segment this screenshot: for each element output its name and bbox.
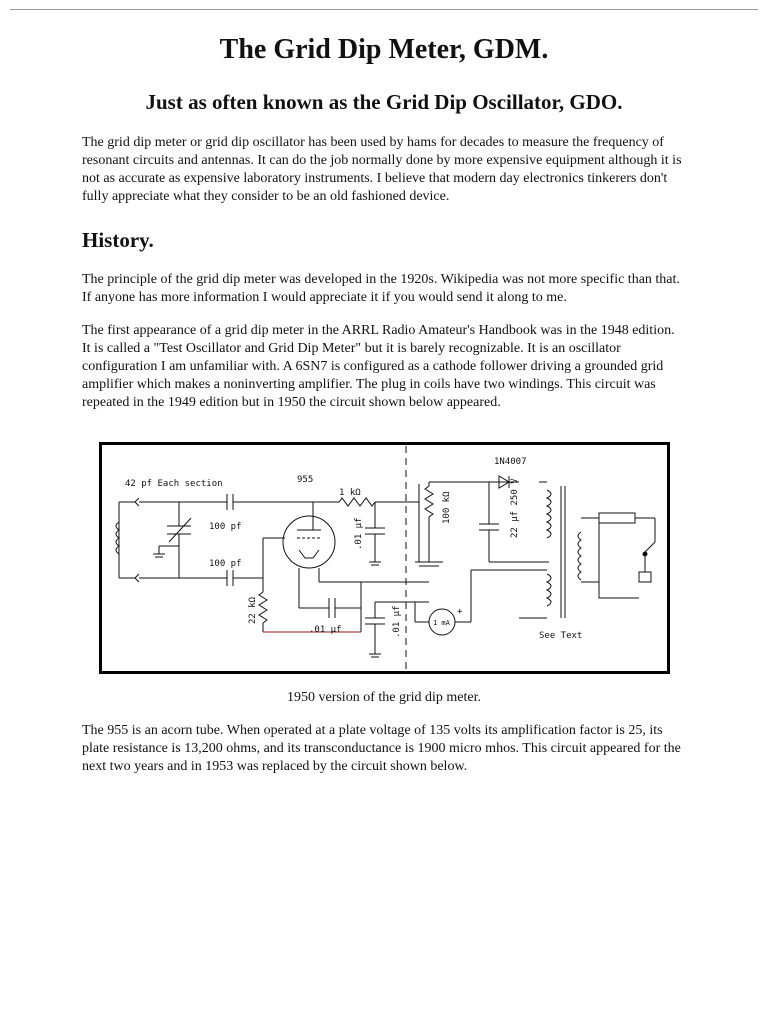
label-diode: 1N4007 bbox=[494, 457, 527, 467]
label-c01c: .01 µf bbox=[392, 605, 402, 638]
label-cap1: 100 pf bbox=[209, 522, 242, 532]
label-cap2: 100 pf bbox=[209, 559, 242, 569]
figure-caption: 1950 version of the grid dip meter. bbox=[286, 690, 482, 705]
page-title: The Grid Dip Meter, GDM. bbox=[219, 34, 549, 65]
label-c01a: .01 µf bbox=[354, 517, 364, 550]
label-section: 42 pf Each section bbox=[125, 479, 223, 489]
circuit-schematic bbox=[99, 442, 670, 674]
label-meter: 1 mA bbox=[433, 619, 450, 627]
label-plus: + bbox=[457, 607, 463, 617]
tube-paragraph: The 955 is an acorn tube. When operated at a plate voltage of 135 volts its amplification factor is 25, its plate resistance is 13,200 ohms, and its transconductance is 1900 micro mhos. This circuit appeared for the next two years and in 1953 was replaced by the circuit shown below. bbox=[82, 723, 681, 774]
label-r1: 1 kΩ bbox=[339, 488, 361, 498]
circuit-schematic-figure bbox=[99, 442, 670, 674]
label-capbig: 22 µf 250 V bbox=[510, 478, 520, 538]
history-heading: History. bbox=[82, 228, 154, 252]
page-subtitle: Just as often known as the Grid Dip Oscillator, GDO. bbox=[145, 90, 623, 114]
history-paragraph-2: The first appearance of a grid dip meter in the ARRL Radio Amateur's Handbook was in the 1948 edition. It is called a "Test Oscillator and Grid Dip Meter" but it is barely recognizable. It is an oscillator configuration I am unfamiliar with. A 6SN7 is configured as a cathode follower driving a grounded grid amplifier which makes a noninverting amplifier. The plug in coils have two windings. This circuit was repeated in the 1949 edition but in 1950 the circuit shown below appeared. bbox=[82, 323, 675, 410]
label-r22k: 22 kΩ bbox=[248, 596, 258, 624]
figure-border bbox=[101, 444, 669, 673]
intro-paragraph: The grid dip meter or grid dip oscillator has been used by hams for decades to measure the frequency of resonant circuits and antennas. It can do the job normally done by more expensive equipment although it is not as accurate as expensive laboratory instruments. I believe that modern day electronics tinkerers don't fully appreciate what they consider to be an old fashioned device. bbox=[82, 135, 682, 204]
label-pot: 100 kΩ bbox=[442, 491, 452, 524]
label-c01b: .01 µf bbox=[309, 625, 342, 635]
label-tube: 955 bbox=[297, 475, 314, 485]
history-paragraph-1: The principle of the grid dip meter was developed in the 1920s. Wikipedia was not more specific than that. If anyone has more information I would appreciate it if you would send it along to me. bbox=[82, 272, 680, 305]
label-seetext: See Text bbox=[539, 631, 583, 641]
top-rule bbox=[10, 9, 758, 10]
